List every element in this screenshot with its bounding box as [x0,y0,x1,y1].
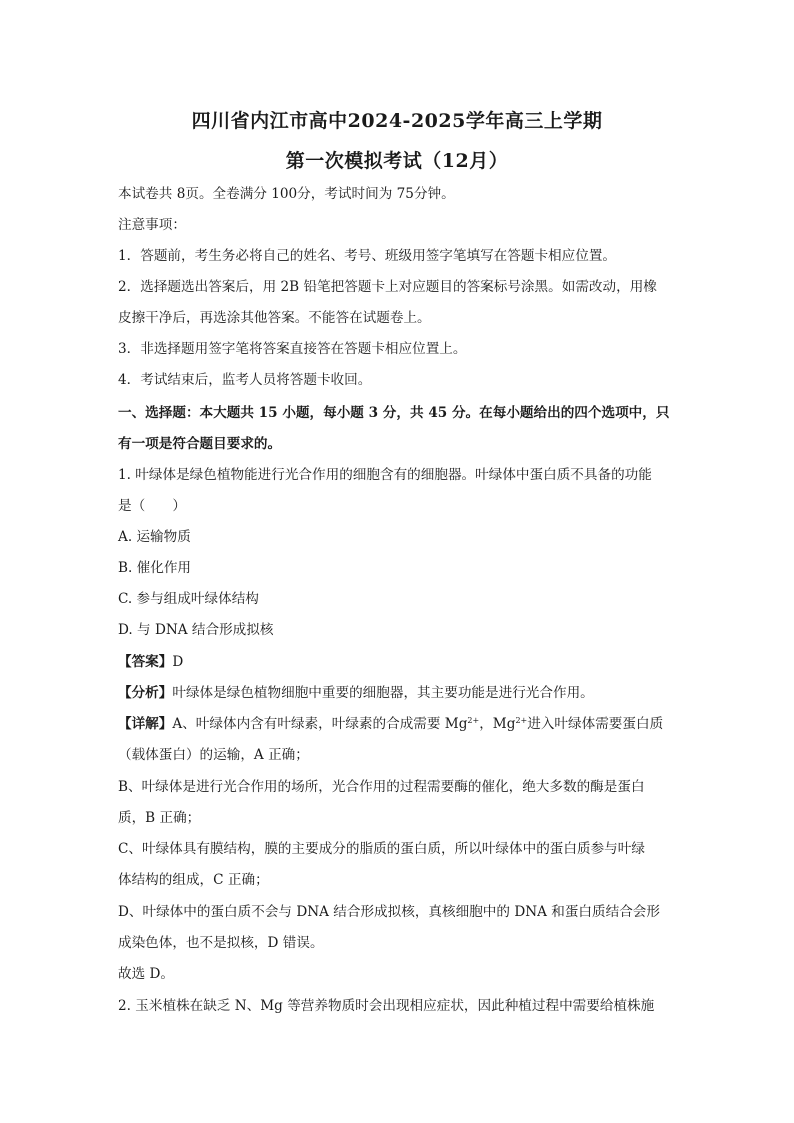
detail-line-d2: 成染色体，也不是拟核，D 错误。 [118,935,324,951]
detail-a-text: A、叶绿体内含有叶绿素，叶绿素的合成需要 Mg [172,716,468,732]
detail-line-b2: 质，B 正确； [118,810,201,826]
detail-line-c: C、叶绿体具有膜结构，膜的主要成分的脂质的蛋白质，所以叶绿体中的蛋白质参与叶绿 [118,841,645,857]
answer-value: D [172,654,184,670]
notice-heading: 注意事项： [118,217,186,233]
option-c: C. 参与组成叶绿体结构 [118,591,259,607]
section-heading-line1: 一、选择题：本大题共 15 小题，每小题 3 分，共 45 分。在每小题给出的四个选项中，只 [118,405,670,421]
question-1-stem-cont: 是（ ） [118,498,186,514]
detail-a-text: ，Mg [479,716,516,732]
page-title-line1: 四川省内江市高中2024-2025学年高三上学期 [191,110,603,132]
notice-item: 1．答题前，考生务必将自己的姓名、考号、班级用签字笔填写在答题卡相应位置。 [118,248,617,264]
answer-tag: 【答案】 [118,654,173,670]
option-a: A. 运输物质 [118,529,191,545]
conclusion: 故选 D。 [118,966,175,982]
superscript: 2+ [467,716,480,725]
option-b: B. 催化作用 [118,560,192,576]
section-heading-line2: 有一项是符合题目要求的。 [118,436,282,452]
detail-line-a2: （载体蛋白）的运输，A 正确； [118,747,309,763]
notice-item: 3．非选择题用签字笔将答案直接答在答题卡相应位置上。 [118,341,467,357]
notice-item: 皮擦干净后，再选涂其他答案。不能答在试题卷上。 [118,310,431,326]
superscript: 2+ [515,716,528,725]
page-title-line2: 第一次模拟考试（12月） [285,150,509,172]
analysis-text: 叶绿体是绿色植物细胞中重要的细胞器，其主要功能是进行光合作用。 [172,685,594,701]
detail-line-d: D、叶绿体中的蛋白质不会与 DNA 结合形成拟核，真核细胞中的 DNA 和蛋白质结合会形 [118,904,660,920]
exam-intro: 本试卷共 8页。全卷满分 100分，考试时间为 75分钟。 [118,186,455,202]
detail-line-c2: 体结构的组成，C 正确； [118,872,269,888]
detail-a-text: 进入叶绿体需要蛋白质 [527,716,664,732]
detail-line-a [118,714,678,734]
detail-tag: 【详解】 [118,716,173,732]
question-2-stem: 2. 玉米植株在缺乏 N、Mg 等营养物质时会出现相应症状，因此种植过程中需要给植株施 [118,998,655,1014]
analysis-line [118,683,678,703]
option-d: D. 与 DNA 结合形成拟核 [118,622,274,638]
analysis-tag: 【分析】 [118,685,173,701]
answer-line [118,652,678,672]
notice-item: 4．考试结束后，监考人员将答题卡收回。 [118,372,372,388]
notice-item: 2．选择题选出答案后，用 2B 铅笔把答题卡上对应题目的答案标号涂黑。如需改动，用橡 [118,279,657,295]
question-1-stem: 1. 叶绿体是绿色植物能进行光合作用的细胞含有的细胞器。叶绿体中蛋白质不具备的功能 [118,467,652,483]
detail-line-b: B、叶绿体是进行光合作用的场所，光合作用的过程需要酶的催化，绝大多数的酶是蛋白 [118,779,645,795]
